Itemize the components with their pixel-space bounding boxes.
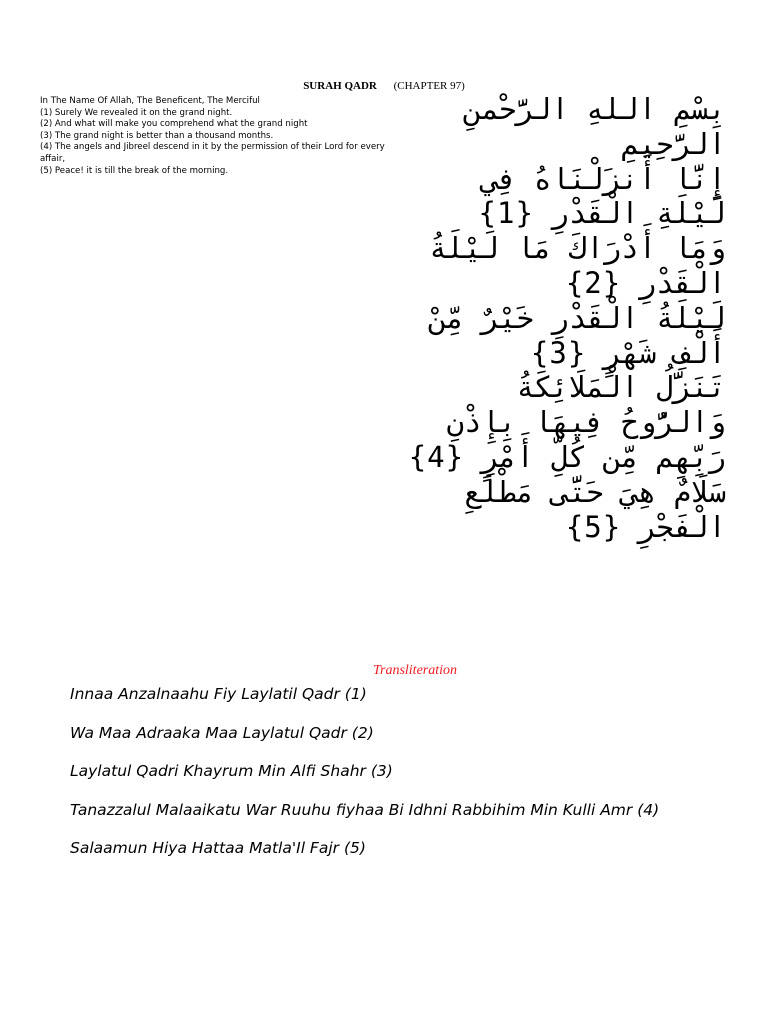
arabic-line: لَيْلَةُ الْقَدْرِ خَيْرٌ مِّنْ [429,300,726,335]
transliteration-line: Innaa Anzalnaahu Fiy Laylatil Qadr (1) [70,685,367,703]
arabic-line: الرَّحِيمِ [621,126,726,161]
translation-line: In The Name Of Allah, The Beneficent, The Merciful [40,96,260,106]
arabic-line: لَيْلَةِ الْقَدْرِ {1} [478,196,726,231]
arabic-line: الْقَدْرِ {2} [565,265,726,300]
arabic-line: رَبِّهِم مِّن كُلِّ أَمْرٍ {4} [408,439,726,474]
arabic-line: تَنَزَّلُ الْمَلَائِكَةُ [516,370,726,405]
transliteration-line: Tanazzalul Malaaikatu War Ruuhu fiyhaa Bi Idhni Rabbihim Min Kulli Amr (4) [70,800,660,819]
arabic-line: الْفَجْرِ {5} [565,509,726,544]
english-translation [40,96,400,177]
verse-number: {4} [408,439,465,474]
arabic-line: إِنَّا أَنزَلْنَاهُ فِي [481,161,726,196]
transliteration-heading: Transliteration [372,663,458,678]
transliteration-line: Salaamun Hiya Hattaa Matla'Il Fajr (5) [70,839,366,857]
translation-line: (5) Peace! it is till the break of the morning. [40,165,229,176]
translation-line: (4) The angels and Jibreel descend in it by the permission of their Lord for every affair, [40,142,385,164]
surah-name: SURAH QADR [303,80,377,92]
verse-number: {3} [530,335,587,370]
arabic-line: وَمَا أَدْرَاكَ مَا لَيْلَةُ [429,231,726,266]
verse-number: {2} [565,265,622,300]
transliteration-line: Wa Maa Adraaka Maa Laylatul Qadr (2) [70,723,374,742]
verse-number: {5} [565,509,622,544]
translation-line: (2) And what will make you comprehend what the grand night [40,119,308,130]
arabic-line: سَلَامٌ هِيَ حَتَّى مَطْلَعِ [464,474,726,509]
transliteration-line: Laylatul Qadri Khayrum Min Alfi Shahr (3) [70,762,393,780]
transliteration-list [70,683,750,876]
arabic-line: وَالرُّوحُ فِيهَا بِإِذْنِ [446,405,726,440]
verse-number: {1} [478,196,534,231]
arabic-text [392,92,726,544]
arabic-line: أَلْفِ شَهْرٍ {3} [530,335,726,370]
translation-line: (1) Surely We revealed it on the grand night. [40,107,233,118]
translation-line: (3) The grand night is better than a thousand months. [40,130,274,141]
chapter-label: (CHAPTER 97) [393,80,465,92]
document-title [0,80,768,92]
arabic-line: بِسْمِ اللهِ الرَّحْمنِ [464,92,726,126]
